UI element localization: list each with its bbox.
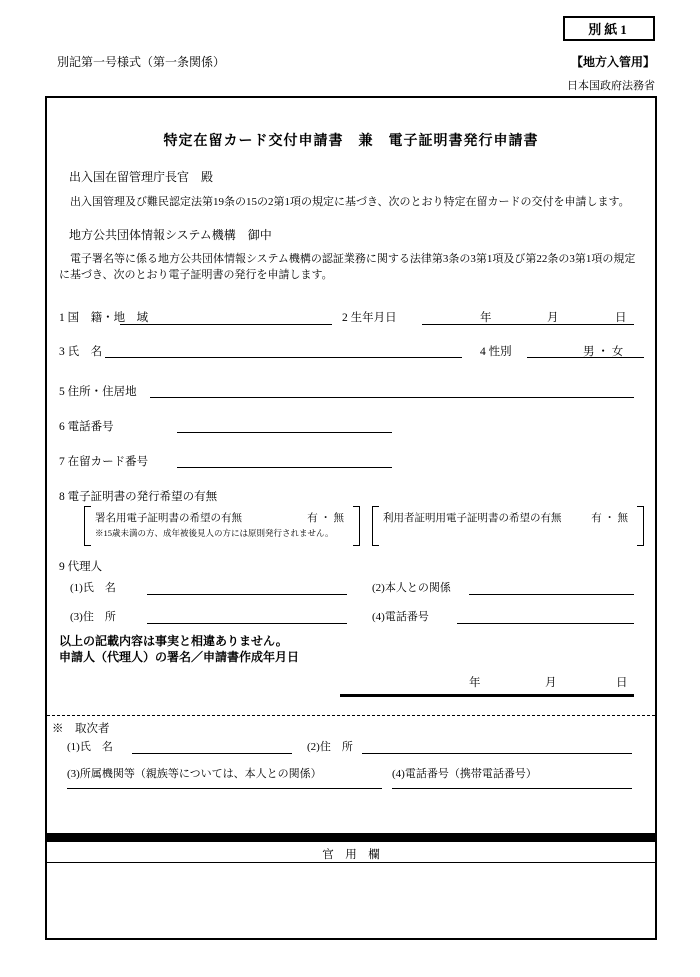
user-cert-group [372, 506, 644, 546]
intermediary-org-field-line[interactable] [67, 788, 382, 789]
section-divider-dashed [47, 715, 655, 716]
address-label: 5 住所・住居地 [59, 386, 137, 398]
official-use-label: 官 用 欄 [322, 849, 380, 861]
card-number-label: 7 在留カード番号 [59, 456, 149, 468]
attachment-number-box [563, 16, 655, 41]
intermediary-name-label: (1)氏 名 [67, 741, 113, 753]
statement-residence-card: 出入国管理及び難民認定法第19条の15の2第1項の規定に基づき、次のとおり特定在留カードの交付を申請します。 [70, 196, 630, 208]
addressee-immigration: 出入国在留管理庁長官 殿 [69, 170, 214, 184]
official-use-divider-bar [47, 833, 655, 842]
birthdate-day-label: 日 [615, 312, 627, 324]
intermediary-address-label: (2)住 所 [307, 741, 353, 753]
name-label: 3 氏 名 [59, 346, 103, 358]
signature-cert-note: ※15歳未満の方、成年被後見人の方には原則発行されません。 [95, 528, 334, 538]
agent-phone-field-line[interactable] [457, 623, 634, 624]
intermediary-phone-label: (4)電話番号（携帯電話番号） [392, 768, 537, 780]
address-field-line[interactable] [150, 397, 634, 398]
birthdate-month-label: 月 [547, 312, 559, 324]
signature-cert-group [84, 506, 360, 546]
left-bracket [372, 506, 379, 546]
right-bracket [637, 506, 644, 546]
declaration-month-label: 月 [545, 677, 557, 689]
nationality-label: 1 国 籍・地 域 [59, 312, 149, 324]
signature-cert-label: 署名用電子証明書の希望の有無 [95, 513, 242, 524]
sex-label: 4 性別 [480, 346, 512, 358]
declaration-line1: 以上の記載内容は事実と相違ありません。 [59, 634, 288, 648]
nationality-field-line[interactable] [120, 324, 332, 325]
agent-name-label: (1)氏 名 [70, 582, 116, 594]
agent-address-field-line[interactable] [147, 623, 347, 624]
declaration-line2: 申請人（代理人）の署名／申請書作成年月日 [59, 650, 300, 664]
addressee-jlis: 地方公共団体情報システム機構 御中 [69, 228, 272, 242]
right-bracket [353, 506, 360, 546]
ministry-label: 日本国政府法務省 [567, 80, 655, 92]
intermediary-name-field-line[interactable] [132, 753, 292, 754]
attachment-number-label: 別紙1 [588, 22, 630, 37]
sex-field-line[interactable] [527, 357, 644, 358]
agent-address-label: (3)住 所 [70, 611, 116, 623]
left-bracket [84, 506, 91, 546]
form-style-label: 別記第一号様式（第一条関係） [57, 55, 226, 69]
declaration-year-label: 年 [469, 677, 481, 689]
birthdate-field-line[interactable] [422, 324, 634, 325]
statement-certificate: 電子署名等に係る地方公共団体情報システム機構の認証業務に関する法律第3条の3第1項及び第22条の3第1項の規定に基づき、次のとおり電子証明書の発行を申請します。 [59, 253, 636, 281]
signature-date-line[interactable] [340, 694, 634, 697]
cert-section-label: 8 電子証明書の発行希望の有無 [59, 491, 218, 503]
application-form-box [45, 96, 657, 940]
official-use-area [47, 863, 655, 940]
declaration-day-label: 日 [616, 677, 628, 689]
agent-relation-label: (2)本人との関係 [372, 582, 451, 594]
birthdate-year-label: 年 [480, 312, 492, 324]
intermediary-phone-field-line[interactable] [392, 788, 632, 789]
agent-name-field-line[interactable] [147, 594, 347, 595]
name-field-line[interactable] [105, 357, 462, 358]
phone-label: 6 電話番号 [59, 421, 114, 433]
card-number-field-line[interactable] [177, 467, 392, 468]
office-use-label: 【地方入管用】 [570, 55, 655, 69]
intermediary-org-label: (3)所属機関等（親族等については、本人との関係） [67, 768, 322, 780]
phone-field-line[interactable] [177, 432, 392, 433]
intermediary-section-label: ※ 取次者 [52, 723, 110, 735]
sex-options[interactable]: 男 ・ 女 [583, 346, 624, 358]
intermediary-address-field-line[interactable] [362, 753, 632, 754]
birthdate-label: 2 生年月日 [342, 312, 397, 324]
form-title: 特定在留カード交付申請書 兼 電子証明書発行申請書 [163, 134, 539, 149]
agent-relation-field-line[interactable] [469, 594, 634, 595]
user-cert-label: 利用者証明用電子証明書の希望の有無 [383, 513, 562, 524]
user-cert-options[interactable]: 有 ・ 無 [591, 513, 628, 524]
agent-phone-label: (4)電話番号 [372, 611, 429, 623]
signature-cert-options[interactable]: 有 ・ 無 [307, 513, 344, 524]
agent-section-label: 9 代理人 [59, 561, 103, 573]
